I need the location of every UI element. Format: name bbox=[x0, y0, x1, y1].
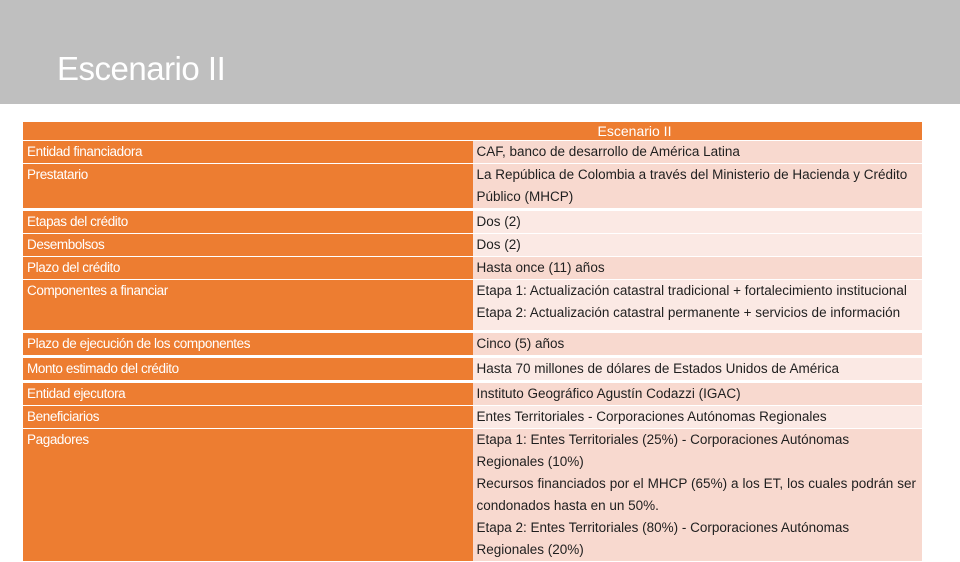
row-value: La República de Colombia a través del Ministerio de Hacienda y Crédito Público (MHCP) bbox=[473, 164, 923, 210]
row-value: Instituto Geográfico Agustín Codazzi (IGAC) bbox=[473, 382, 923, 406]
credit-table bbox=[23, 122, 922, 562]
value-line: Etapa 2: Actualización catastral permanente + servicios de información bbox=[476, 305, 901, 320]
row-label: Entidad ejecutora bbox=[23, 382, 473, 406]
table-row bbox=[23, 141, 922, 164]
table-row bbox=[23, 210, 922, 234]
table-row bbox=[23, 429, 922, 562]
table-row bbox=[23, 257, 922, 280]
row-label: Pagadores bbox=[23, 429, 473, 562]
table-row bbox=[23, 332, 922, 357]
table-row bbox=[23, 280, 922, 332]
row-label: Desembolsos bbox=[23, 234, 473, 257]
table-row bbox=[23, 382, 922, 406]
table-row bbox=[23, 406, 922, 429]
table-header: Escenario II bbox=[23, 122, 922, 141]
table-row bbox=[23, 234, 922, 257]
row-value: CAF, banco de desarrollo de América Latina bbox=[473, 141, 923, 164]
row-label: Plazo de ejecución de los componentes bbox=[23, 332, 473, 357]
row-value: Hasta 70 millones de dólares de Estados Unidos de América bbox=[473, 357, 923, 382]
value-line: Etapa 1: Actualización catastral tradicional + fortalecimiento institucional bbox=[476, 283, 907, 298]
row-label: Beneficiarios bbox=[23, 406, 473, 429]
row-value bbox=[473, 429, 923, 562]
row-value bbox=[473, 280, 923, 332]
row-value: Dos (2) bbox=[473, 210, 923, 234]
row-label: Componentes a financiar bbox=[23, 280, 473, 332]
row-label: Etapas del crédito bbox=[23, 210, 473, 234]
table-header-row bbox=[23, 122, 922, 141]
row-label: Plazo del crédito bbox=[23, 257, 473, 280]
row-value: Cinco (5) años bbox=[473, 332, 923, 357]
row-value: Hasta once (11) años bbox=[473, 257, 923, 280]
value-line: Etapa 2: Entes Territoriales (80%) - Corporaciones Autónomas Regionales (20%) bbox=[476, 520, 850, 557]
value-line: Recursos financiados por el MHCP (65%) a los ET, los cuales podrán ser condonados hasta en un 50%. bbox=[476, 476, 916, 513]
row-value: Dos (2) bbox=[473, 234, 923, 257]
row-label: Entidad financiadora bbox=[23, 141, 473, 164]
table-row bbox=[23, 164, 922, 210]
row-label: Monto estimado del crédito bbox=[23, 357, 473, 382]
table-row bbox=[23, 357, 922, 382]
row-label: Prestatario bbox=[23, 164, 473, 210]
slide-title: Escenario II bbox=[57, 50, 226, 87]
value-line: Etapa 1: Entes Territoriales (25%) - Corporaciones Autónomas Regionales (10%) bbox=[476, 432, 850, 469]
row-value: Entes Territoriales - Corporaciones Autónomas Regionales bbox=[473, 406, 923, 429]
